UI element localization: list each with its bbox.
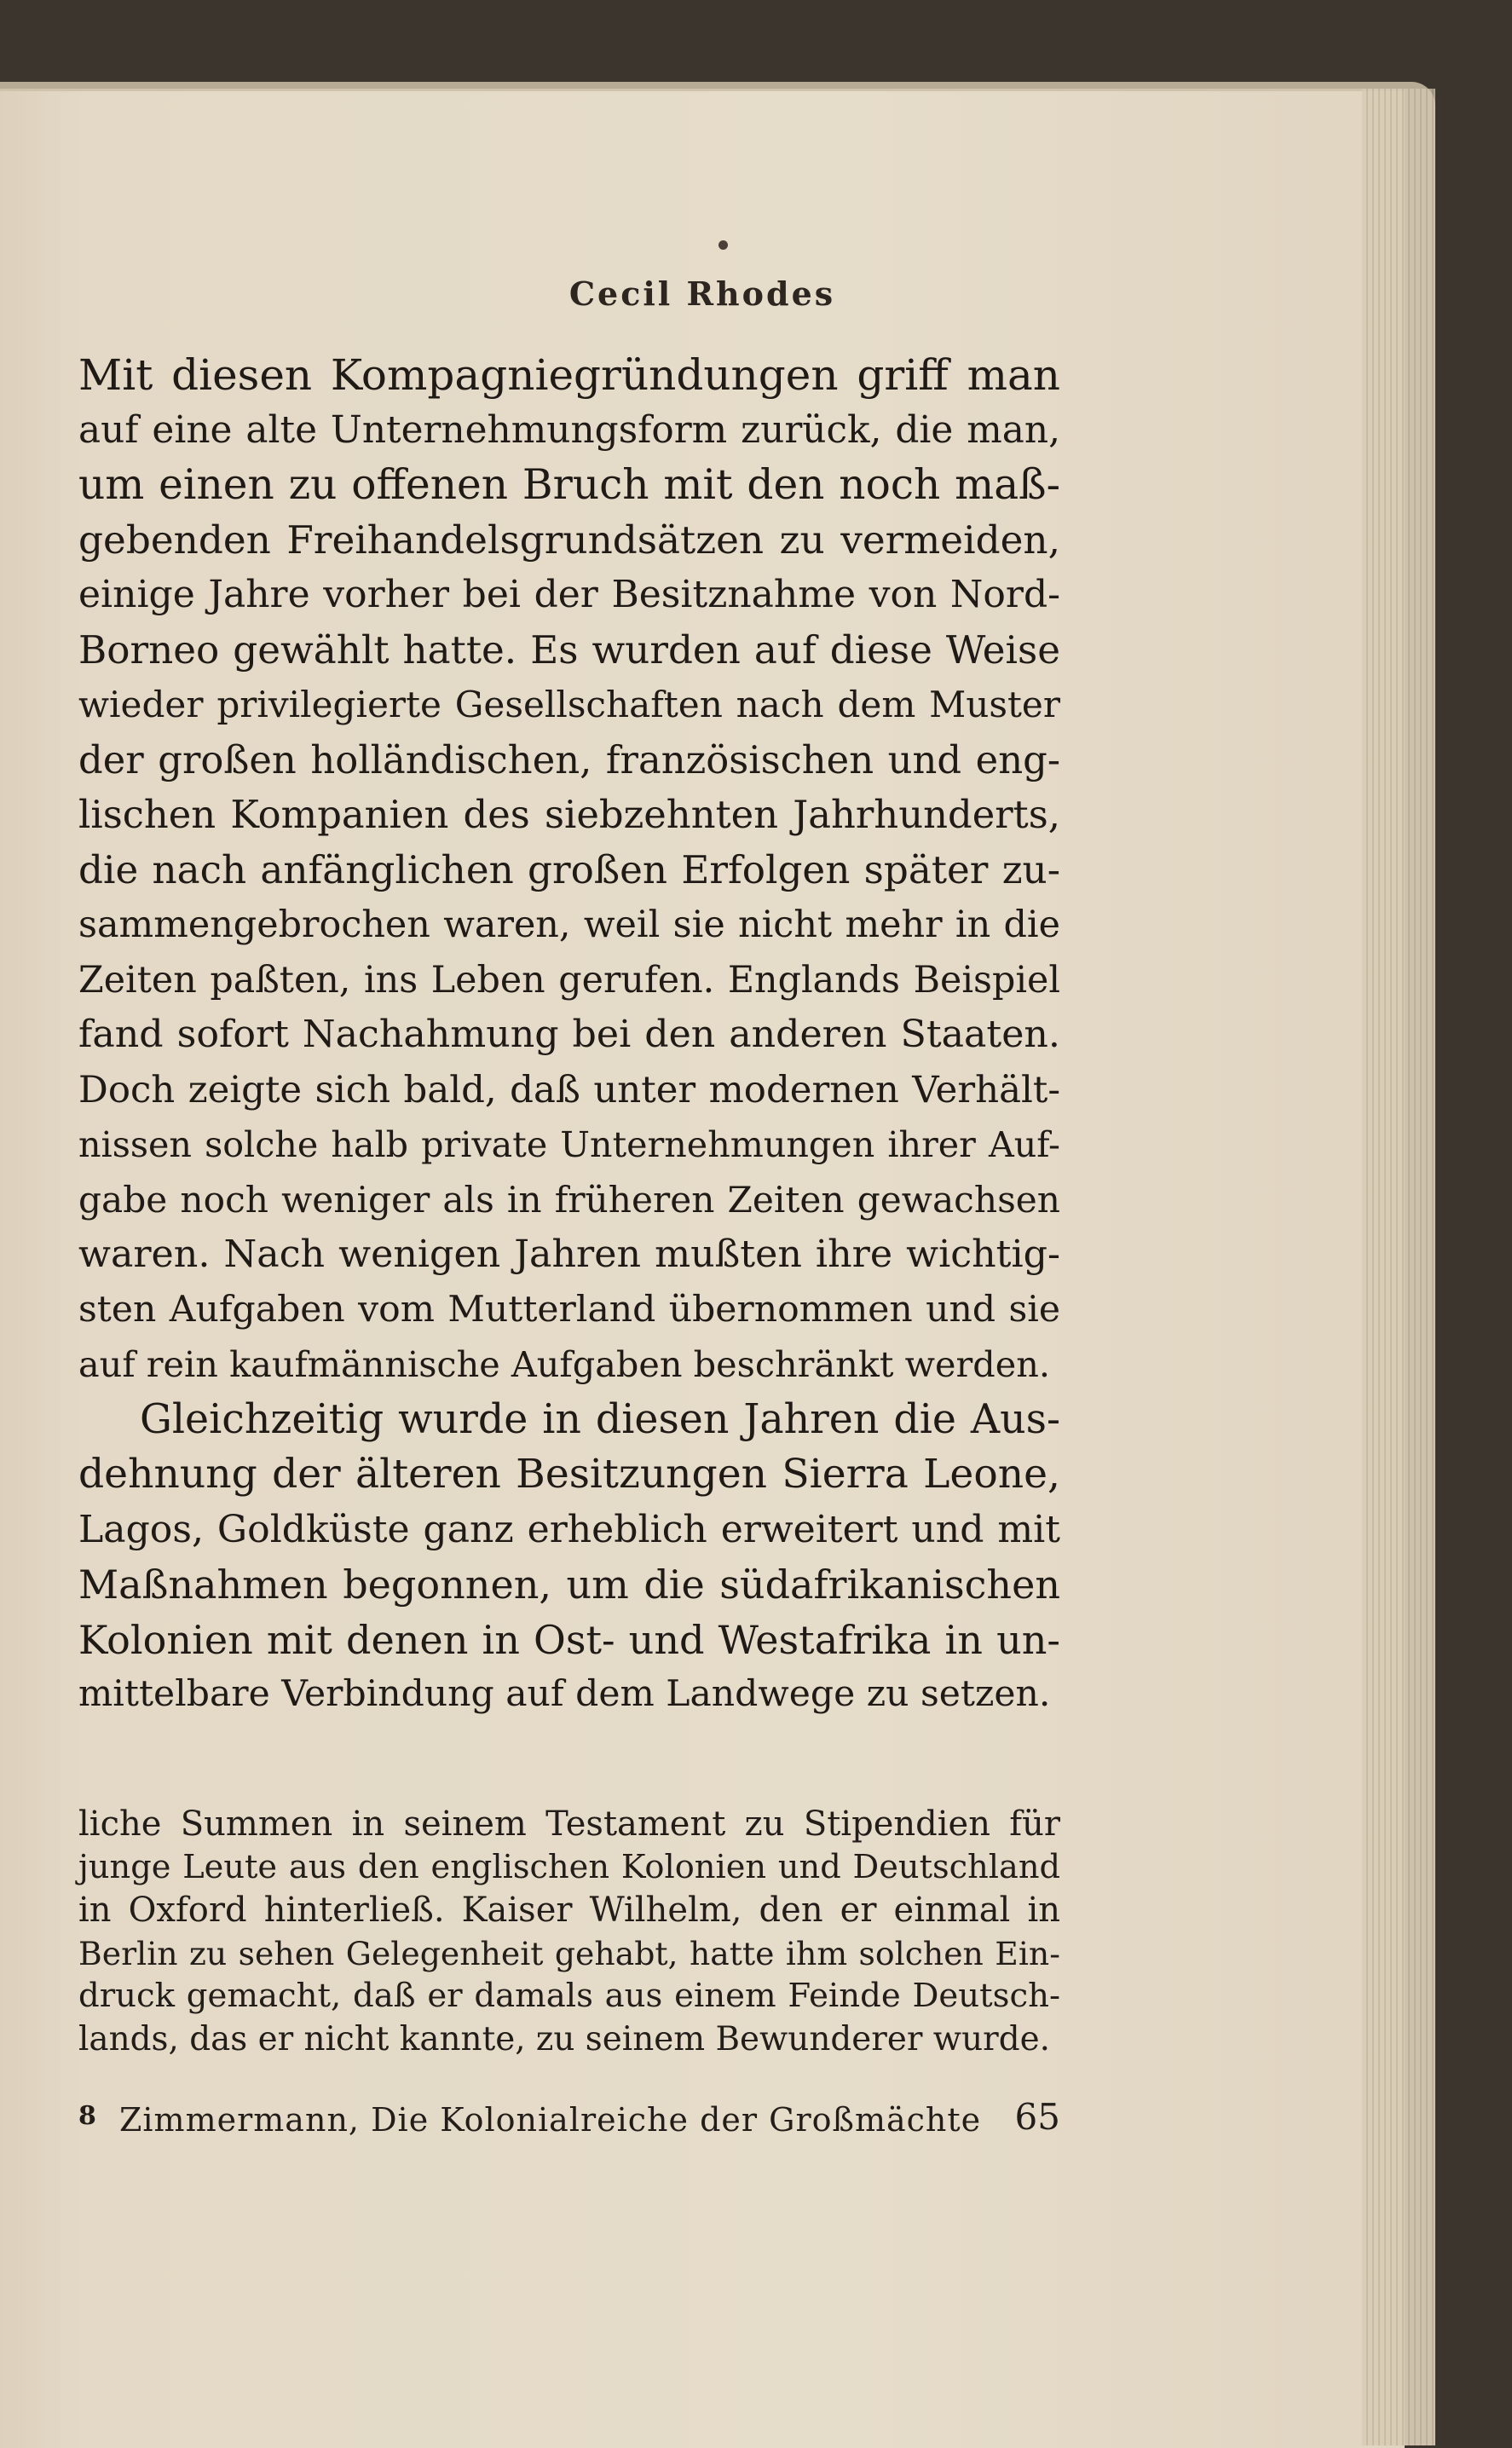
text-line: lischen Kompanien des siebzehnten Jahrhunderts, [78, 792, 1060, 837]
text-line: waren. Nach wenigen Jahren mußten ihre wichtig- [78, 1233, 1060, 1276]
page-footer [78, 2096, 1060, 2144]
text-line: dehnung der älteren Besitzungen Sierra Leone, [78, 1451, 1060, 1498]
text-line: um einen zu offenen Bruch mit den noch maß- [78, 461, 1060, 509]
text-line: Lagos, Goldküste ganz erheblich erweitert und mit [78, 1507, 1060, 1551]
footnote-line: liche Summen in seinem Testament zu Stipendien für [78, 1804, 1060, 1844]
text-line: gabe noch weniger als in früheren Zeiten gewachsen [78, 1178, 1060, 1221]
text-line: fand sofort Nachahmung bei den anderen Staaten. [78, 1013, 1060, 1056]
text-line: sammengebrochen waren, weil sie nicht mehr in die [78, 904, 1060, 946]
text-line: sten Aufgaben vom Mutterland übernommen und sie [78, 1288, 1060, 1331]
text-line: Kolonien mit denen in Ost- und Westafrika in un- [78, 1616, 1060, 1663]
text-line: wieder privilegierte Gesellschaften nach dem Muster [78, 684, 1060, 725]
text-line: Mit diesen Kompagniegründungen griff man [78, 350, 1060, 400]
footnote-line: lands, das er nicht kannte, zu seinem Bewunderer wurde. [78, 2019, 1050, 2058]
footnote-line: in Oxford hinterließ. Kaiser Wilhelm, den er einmal in [78, 1891, 1060, 1930]
footnote-line: Berlin zu sehen Gelegenheit gehabt, hatte ihm solchen Ein- [78, 1934, 1060, 1972]
text-line: die nach anfänglichen großen Erfolgen später zu- [78, 846, 1060, 892]
text-line: nissen solche halb private Unternehmungen ihrer Auf- [78, 1124, 1060, 1165]
text-line: einige Jahre vorher bei der Besitznahme von Nord- [78, 573, 1060, 616]
running-header: Cecil Rhodes [568, 274, 836, 313]
text-line: auf eine alte Unternehmungsform zurück, die man, [78, 407, 1060, 452]
text-line: Zeiten paßten, ins Leben gerufen. Englands Beispiel [78, 958, 1060, 1002]
footer-title: Zimmermann, Die Kolonialreiche der Großmächte [119, 2101, 982, 2139]
main-text [78, 348, 1060, 1723]
text-line: Gleichzeitig wurde in diesen Jahren die Aus- [140, 1395, 1060, 1443]
footnote [78, 1803, 1060, 2061]
text-line: der großen holländischen, französischen und eng- [78, 736, 1060, 782]
footnote-line: junge Leute aus den englischen Kolonien und Deutschland [78, 1847, 1060, 1886]
page-stack-edge [1362, 89, 1435, 2445]
signature-mark: 8 [78, 2101, 96, 2131]
text-line: auf rein kaufmännische Aufgaben beschränkt werden. [78, 1344, 1051, 1385]
text-line: mittelbare Verbindung auf dem Landwege zu setzen. [78, 1673, 1051, 1715]
ink-dot [718, 240, 728, 250]
page-number: 65 [1014, 2096, 1060, 2138]
text-line: gebenden Freihandelsgrundsätzen zu vermeiden, [78, 517, 1060, 563]
footnote-line: druck gemacht, daß er damals aus einem Feinde Deutsch- [78, 1977, 1060, 2015]
text-line: Doch zeigte sich bald, daß unter modernen Verhält- [78, 1068, 1060, 1111]
text-line: Maßnahmen begonnen, um die südafrikanischen [78, 1562, 1060, 1608]
text-line: Borneo gewählt hatte. Es wurden auf diese Weise [78, 626, 1060, 673]
